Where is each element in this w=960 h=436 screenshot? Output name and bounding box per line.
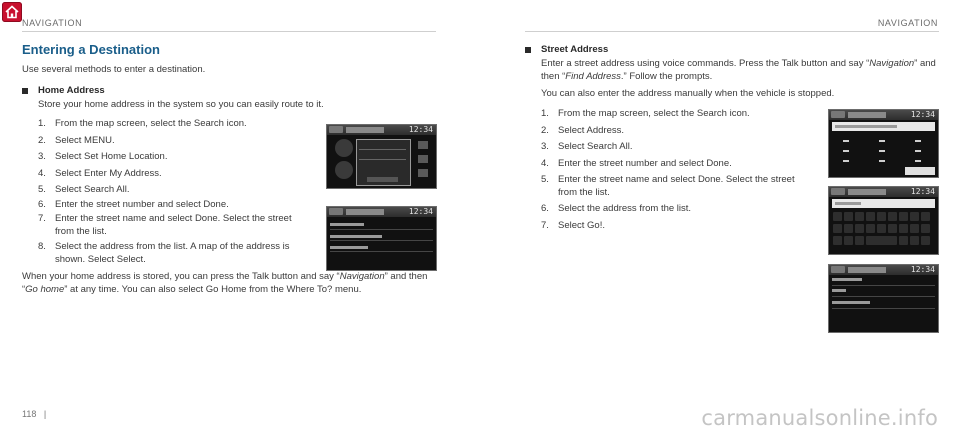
list-item: 4. Select Enter My Address. — [38, 167, 162, 179]
voice-command: Go home — [25, 284, 65, 295]
page-title: Entering a Destination — [22, 42, 160, 57]
section-label-left: NAVIGATION — [22, 18, 83, 28]
section-label-right: NAVIGATION — [877, 18, 938, 28]
list-item: 4. Enter the street number and select Done. — [541, 157, 732, 169]
clock-readout: 12:34 — [408, 125, 433, 134]
page-number: 118 | — [22, 409, 47, 419]
home-voice-note: When your home address is stored, you can press the Talk button and say “Navigation” and then “Go home” at any time. You can also select Go Home from the Where To? menu. — [22, 271, 428, 295]
home-address-heading-text: Home Address — [38, 85, 105, 96]
square-bullet-icon — [525, 47, 531, 53]
voice-command: Find Address — [565, 71, 621, 82]
home-address-heading — [22, 85, 436, 96]
home-address-description: Store your home address in the system so you can easily route to it. — [38, 99, 324, 110]
list-item: 2. Select MENU. — [38, 134, 115, 146]
screen-address-list — [326, 206, 437, 271]
screen-number-keypad — [828, 109, 939, 178]
voice-command: Navigation — [339, 271, 385, 282]
street-address-heading-text: Street Address — [541, 44, 609, 55]
voice-command: Navigation — [869, 58, 915, 69]
list-item: 2. Select Address. — [541, 124, 625, 136]
screen-street-list — [828, 264, 939, 333]
clock-readout: 12:34 — [910, 187, 935, 196]
list-item: 6. Enter the street number and select Done. — [38, 198, 229, 210]
list-item: 3. Select Search All. — [541, 141, 633, 152]
header-divider-right — [525, 31, 939, 32]
list-item: 3. Select Set Home Location. — [38, 151, 168, 162]
watermark: carmanualsonline.info — [701, 406, 938, 430]
screen-letter-keyboard — [828, 186, 939, 255]
list-item: 8. Select the address from the list. A map of the address is shown. Select Select. — [38, 241, 290, 265]
list-item: 5. Select Search All. — [38, 184, 130, 195]
clock-readout: 12:34 — [910, 110, 935, 119]
list-item: 6. Select the address from the list. — [541, 203, 692, 214]
street-address-heading — [525, 44, 939, 55]
intro-text: Use several methods to enter a destination. — [22, 64, 206, 75]
clock-readout: 12:34 — [910, 265, 935, 274]
screen-menu — [326, 124, 437, 189]
home-icon[interactable] — [2, 2, 22, 22]
header-divider-left — [22, 31, 436, 32]
list-item: 1. From the map screen, select the Search icon. — [38, 118, 247, 129]
street-manual-text: You can also enter the address manually when the vehicle is stopped. — [541, 88, 835, 99]
list-item: 5. Enter the street name and select Done. Select the street from the list. — [541, 174, 795, 198]
list-item: 7. Select Go!. — [541, 219, 605, 231]
home-address-steps — [22, 118, 312, 266]
street-address-steps — [525, 108, 810, 232]
square-bullet-icon — [22, 88, 28, 94]
list-item: 7. Enter the street name and select Done. Select the street from the list. — [38, 213, 292, 237]
street-voice-text: Enter a street address using voice commands. Press the Talk button and say “Navigation” and then “Find Address.” Follow the prompts. — [541, 58, 936, 82]
clock-readout: 12:34 — [408, 207, 433, 216]
list-item: 1. From the map screen, select the Search icon. — [541, 108, 750, 119]
